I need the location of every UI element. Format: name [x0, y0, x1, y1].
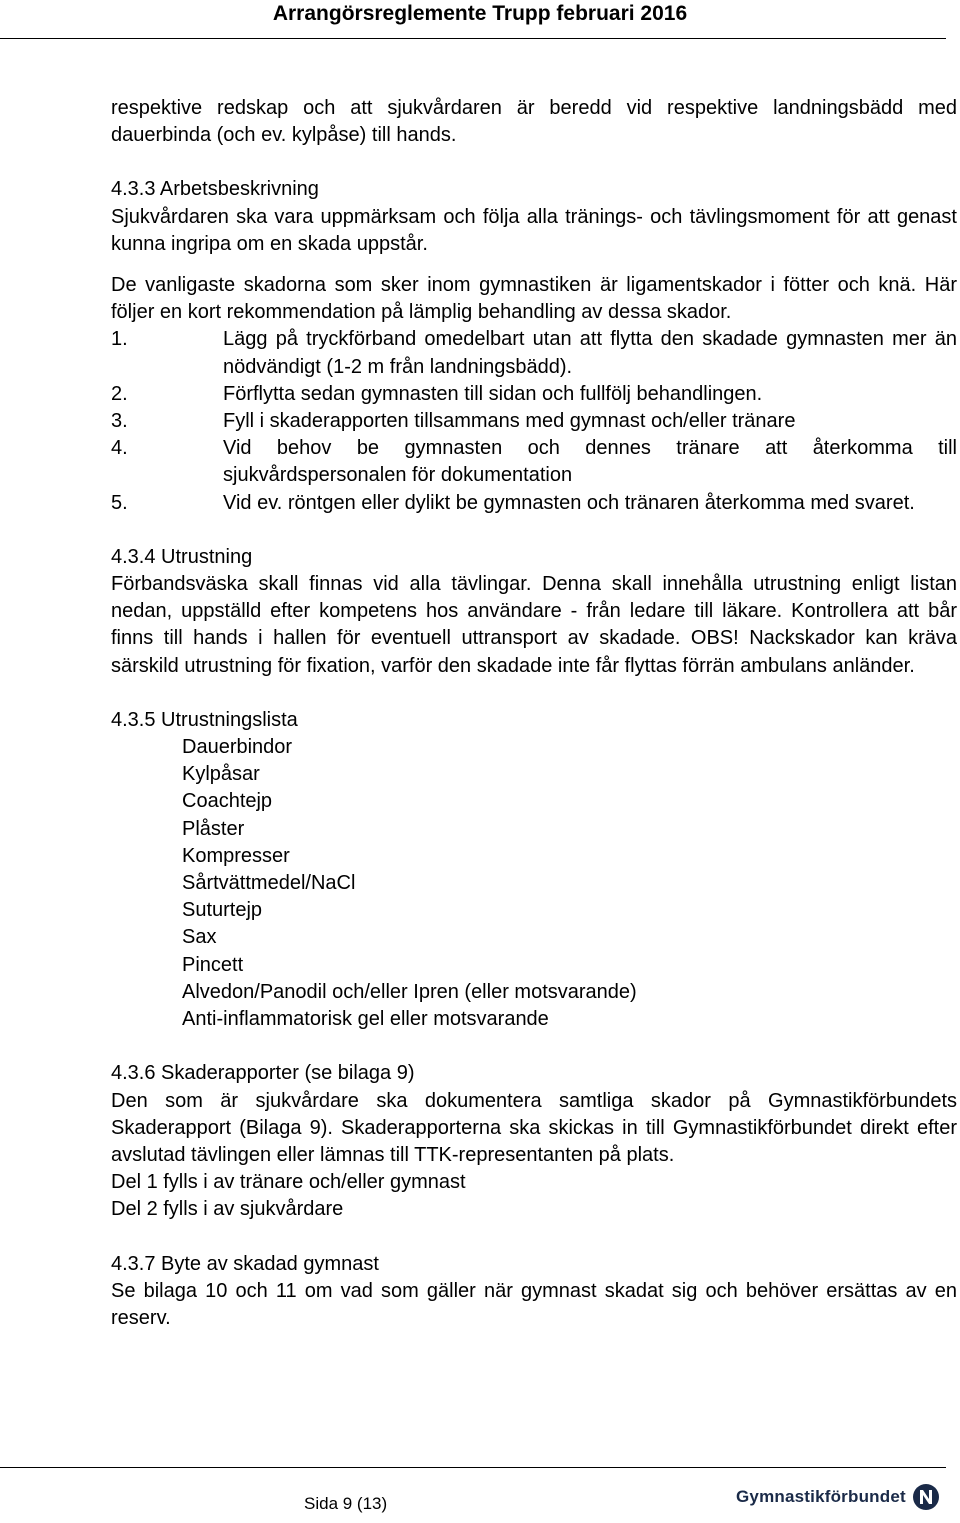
list-item: Coachtejp [182, 790, 273, 813]
list-item: Alvedon/Panodil och/eller Ipren (eller motsvarande) [182, 980, 637, 1003]
list-item [111, 381, 957, 408]
step-number: 5. [111, 491, 128, 514]
section-436-paragraph: Den som är sjukvårdare ska dokumentera samtliga skador på Gymnastikförbundets Skaderapport (Bilaga 9). Skaderapporterna ska skickas in till Gymnastikförbundet direkt efter avslutad tävlingen eller lämnas till TTK-representanten på plats. [111, 1089, 957, 1166]
step-number: 4. [111, 437, 128, 460]
section-434-heading: 4.3.4 Utrustning [111, 545, 253, 568]
equipment-list [111, 734, 957, 1033]
step-text: Fyll i skaderapporten tillsammans med gymnast och/eller tränare [223, 410, 796, 433]
list-item [111, 326, 957, 380]
section-434-paragraph: Förbandsväska skall finnas vid alla tävlingar. Denna skall innehålla utrustning enligt listan nedan, uppställd efter kompetens hos användare - från ledare till läkare. Kontrollera att bår finns till hands i hallen för eventuell uttransport av skadade. OBS! Nackskador kan kräva särskild utrustning för fixation, varför den skadade inte får flyttas förrän ambulans anländer. [111, 573, 957, 677]
step-text: Lägg på tryckförband omedelbart utan att flytta den skadade gymnasten mer än nödvändigt (1-2 m från landningsbädd). [223, 328, 957, 378]
step-number: 3. [111, 410, 128, 433]
list-item: Plåster [182, 817, 245, 840]
treatment-steps-list [111, 326, 957, 516]
step-text: Vid ev. röntgen eller dylikt be gymnasten och tränaren återkomma med svaret. [223, 491, 915, 514]
section-435-heading: 4.3.5 Utrustningslista [111, 708, 298, 731]
step-number: 2. [111, 382, 128, 405]
list-item [111, 408, 957, 435]
step-text: Förflytta sedan gymnasten till sidan och fullfölj behandlingen. [223, 382, 763, 405]
list-item: Kompresser [182, 844, 290, 867]
brand-name: Gymnastikförbundet [736, 1487, 906, 1506]
document-body [111, 95, 957, 1332]
section-433-paragraph-1: Sjukvårdaren ska vara uppmärksam och följa alla tränings- och tävlingsmoment för att genast kunna ingripa om en skada uppstår. [111, 205, 957, 255]
section-433-heading: 4.3.3 Arbetsbeskrivning [111, 178, 319, 201]
intro-paragraph: respektive redskap och att sjukvårdaren är beredd vid respektive landningsbädd med dauerbinda (och ev. kylpåse) till hands. [111, 97, 957, 147]
section-433-paragraph-2: De vanligaste skadorna som sker inom gymnastiken är ligamentskador i fötter och knä. Här följer en kort rekommendation på lämplig behandling av dessa skador. [111, 274, 957, 324]
list-item: Suturtejp [182, 899, 263, 922]
step-number: 1. [111, 328, 128, 351]
step-text: Vid behov be gymnasten och dennes tränare att återkomma till sjukvårdspersonalen för dokumentation [223, 437, 957, 487]
page-number: Sida 9 (13) [304, 1494, 388, 1513]
list-item: Anti-inflammatorisk gel eller motsvarande [182, 1008, 549, 1031]
footer-rule [0, 1467, 946, 1468]
section-436-line-2: Del 2 fylls i av sjukvårdare [111, 1198, 344, 1221]
header-rule [0, 38, 946, 39]
section-437-heading: 4.3.7 Byte av skadad gymnast [111, 1252, 379, 1275]
brand-footer [736, 1483, 940, 1511]
section-436-heading: 4.3.6 Skaderapporter (se bilaga 9) [111, 1062, 415, 1085]
list-item: Sårtvättmedel/NaCl [182, 872, 356, 895]
list-item [111, 435, 957, 489]
page-header-title: Arrangörsreglemente Trupp februari 2016 [272, 2, 688, 25]
list-item: Pincett [182, 953, 244, 976]
list-item [111, 490, 957, 517]
list-item: Sax [182, 926, 217, 949]
section-437-paragraph: Se bilaga 10 och 11 om vad som gäller när gymnast skadat sig och behöver ersättas av en reserv. [111, 1279, 957, 1329]
gymnastikforbundet-logo-icon [912, 1483, 940, 1511]
list-item: Kylpåsar [182, 763, 260, 786]
section-436-line-1: Del 1 fylls i av tränare och/eller gymnast [111, 1171, 466, 1194]
list-item: Dauerbindor [182, 736, 293, 759]
